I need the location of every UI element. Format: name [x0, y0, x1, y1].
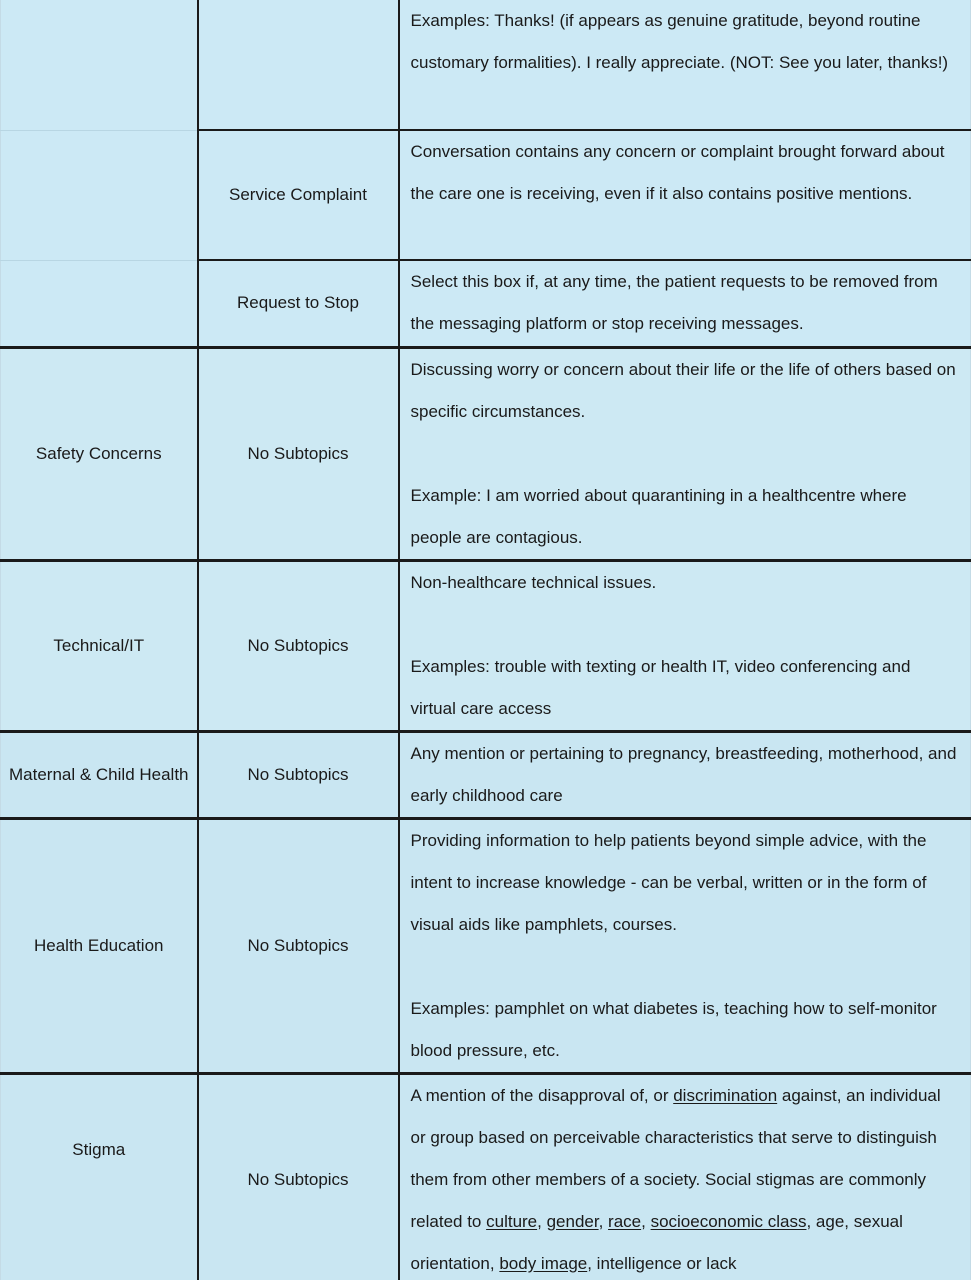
- link-race[interactable]: race: [608, 1211, 642, 1231]
- topic-cell: [1, 0, 198, 130]
- description-text: Discussing worry or concern about their life or the life of others based on specific circumstances.: [410, 359, 956, 421]
- description-example: Examples: pamphlet on what diabetes is, teaching how to self-monitor blood pressure, etc.: [410, 998, 937, 1060]
- topic-cell: Maternal & Child Health: [1, 731, 198, 818]
- subtopic-cell: No Subtopics: [198, 731, 399, 818]
- text-segment: , intelligence or lack: [587, 1253, 737, 1273]
- description-cell: [399, 0, 971, 130]
- description-cell: [399, 560, 971, 731]
- subtopic-cell: [198, 0, 399, 130]
- description-example: Example: I am worried about quarantining in a healthcentre where people are contagious.: [410, 485, 907, 547]
- subtopic-cell: Service Complaint: [198, 130, 399, 260]
- topic-cell: [1, 260, 198, 347]
- description-text: Select this box if, at any time, the patient requests to be removed from the messaging platform or stop receiving messages.: [410, 272, 938, 333]
- paragraph-gap: [411, 604, 961, 646]
- table-row: [1, 260, 971, 347]
- description-cell: [399, 347, 971, 560]
- topic-cell: Health Education: [1, 818, 198, 1073]
- subtopic-cell: No Subtopics: [198, 818, 399, 1073]
- description-text: Any mention or pertaining to pregnancy, breastfeeding, motherhood, and early childhood care: [410, 743, 957, 805]
- link-body-image[interactable]: body image: [499, 1253, 588, 1273]
- description-cell: [399, 260, 971, 347]
- subtopic-cell: No Subtopics: [198, 347, 399, 560]
- description-cell: [399, 130, 971, 260]
- subtopic-cell: Request to Stop: [198, 260, 399, 347]
- subtopic-cell: No Subtopics: [198, 1073, 399, 1280]
- description-cell: [399, 818, 971, 1073]
- link-discrimination[interactable]: discrimination: [673, 1085, 778, 1105]
- text-separator: ,: [641, 1211, 651, 1231]
- topic-cell: Safety Concerns: [1, 347, 198, 560]
- text-segment: , age, sexual orientation,: [410, 1211, 903, 1273]
- table-row: [1, 1073, 971, 1280]
- description-cell: [399, 731, 971, 818]
- table-row: [1, 818, 971, 1073]
- table-row: [1, 0, 971, 130]
- paragraph-gap: [411, 946, 961, 988]
- text-separator: ,: [598, 1211, 609, 1231]
- text-segment: against, an individual or group based on perceivable characteristics that serve to distinguish them from other members of a society. Social stigmas are commonly related to: [410, 1085, 941, 1231]
- text-segment: A mention of the disapproval of, or: [410, 1085, 674, 1105]
- topic-cell: Stigma: [1, 1073, 198, 1280]
- table-row: [1, 731, 971, 818]
- topic-cell: [1, 130, 198, 260]
- link-socioeconomic-class[interactable]: socioeconomic class: [650, 1211, 807, 1231]
- description-text: Examples: Thanks! (if appears as genuine gratitude, beyond routine customary formalities). I really appreciate. (NOT: See you later, thanks!): [410, 11, 949, 72]
- paragraph-gap: [411, 433, 961, 475]
- table-row: [1, 560, 971, 731]
- description-text: Providing information to help patients beyond simple advice, with the intent to increase knowledge - can be verbal, written or in the form of visual aids like pamphlets, courses.: [410, 830, 927, 934]
- table-row: [1, 347, 971, 560]
- table-row: [1, 130, 971, 260]
- link-gender[interactable]: gender: [546, 1211, 599, 1231]
- text-separator: ,: [537, 1211, 547, 1231]
- description-cell: [399, 1073, 971, 1280]
- subtopic-cell: No Subtopics: [198, 560, 399, 731]
- description-text: [411, 1075, 961, 1280]
- description-example: Examples: trouble with texting or health IT, video conferencing and virtual care access: [410, 656, 911, 718]
- topic-cell: Technical/IT: [1, 560, 198, 731]
- description-text: Non-healthcare technical issues.: [410, 572, 657, 592]
- link-culture[interactable]: culture: [486, 1211, 538, 1231]
- description-text: Conversation contains any concern or complaint brought forward about the care one is receiving, even if it also contains positive mentions.: [410, 142, 945, 203]
